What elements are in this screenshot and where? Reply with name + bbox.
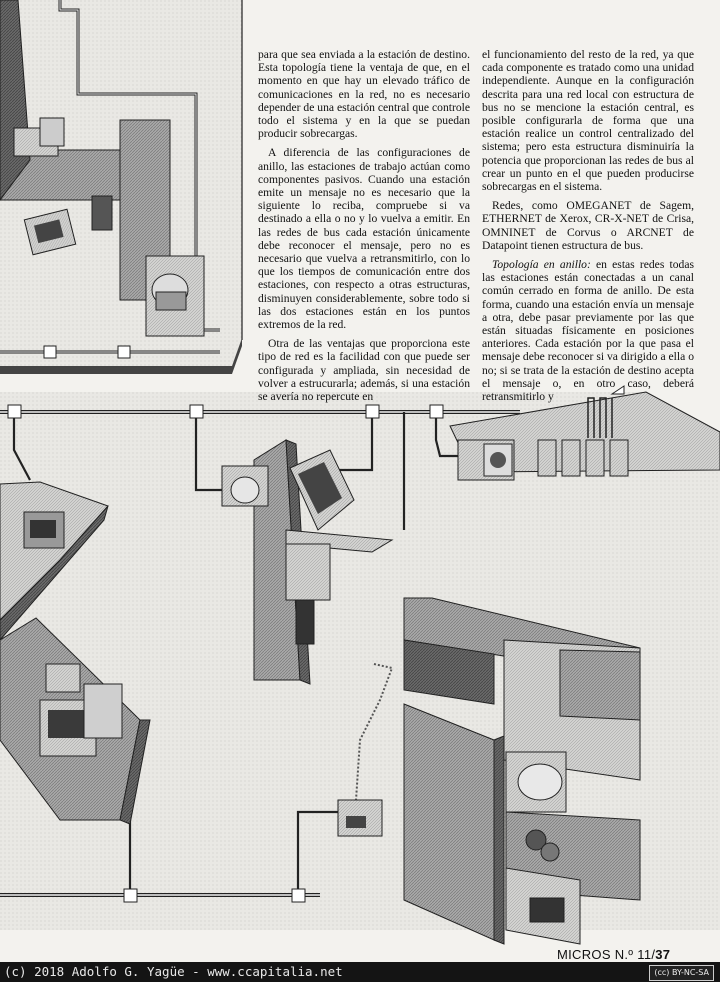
paragraph: Otra de las ventajas que proporciona este tipo de red es la facilidad con que puede ser configurada y ampliada, sin necesidad de volver a estrucurarla; además, si una estación se avería no repercute en — [258, 337, 470, 404]
ring-topology-heading: Topología en anillo: — [492, 258, 591, 272]
bottom-room-illustration — [0, 386, 720, 944]
scan-credit-bar — [0, 962, 720, 982]
text-column-1 — [258, 48, 470, 409]
magazine-issue: MICROS N.º 11/ — [557, 947, 656, 962]
paragraph: A diferencia de las configuraciones de anillo, las estaciones de trabajo actúan como componentes pasivos. Cuando una estación emite un mensaje no es necesario que la siguiente lo reciba, compruebe si va destinado a ella o no y lo vuelva a emitir. En las redes de bus cada estación únicamente debe reconocer el mensaje, pero no es necesario que vuelva a retransmitirlo, con lo que los tiempos de comunicación entre dos estaciones, con respecto a otras estructuras, disminuyen considerablemente, sobre todo si las dos estaciones están en los puntos extremos de la red. — [258, 146, 470, 332]
top-room-illustration — [0, 0, 242, 374]
credit-text: (c) 2018 Adolfo G. Yagüe - www.ccapitalia.net — [4, 964, 343, 979]
page-folio — [557, 947, 670, 962]
page-number: 37 — [655, 947, 671, 962]
text-column-2 — [482, 48, 694, 409]
paragraph: para que sea enviada a la estación de destino. Esta topología tiene la ventaja de que, en el momento en que hay un elevado tráfico de comunicaciones en la red, no es necesario depender de una estación central que controle todo el sistema y en la que se puedan producir sobrecargas. — [258, 48, 470, 141]
ring-topology-text: en estas redes todas las estaciones están conectadas a un canal común cerrado en forma de anillo. De esta forma, cuando una estación envía un mensaje a otra, debe pasar previamente por las que están situadas físicamente en posiciones anteriores. Cada estación por la que pasa el mensaje debe reconocer si va dirigido a ella o no; si se trata de la estación de destino acepta el mensaje o, en otro caso, deberá retransmitirlo y — [482, 258, 694, 404]
paragraph: el funcionamiento del resto de la red, ya que cada componente es tratado como una unidad independiente. Aunque en la configuración descrita para una red local con estructura de bus no se mencione la estación central, es posible configurarla de forma que una estación realice un control centralizado del sistema; pero esta estructura disminuiría la potencia que proporcionan las redes de bus al crear un punto en el que pueden producirse sobrecargas en el sistema. — [482, 48, 694, 194]
paragraph: Redes, como OMEGANET de Sagem, ETHERNET de Xerox, CR-X-NET de Crisa, OMNINET de Corvus o ARCNET de Datapoint tienen estructura de bus. — [482, 199, 694, 252]
cc-license-badge: (cc) BY-NC-SA — [649, 965, 714, 981]
paragraph-ring-topology — [482, 258, 694, 403]
